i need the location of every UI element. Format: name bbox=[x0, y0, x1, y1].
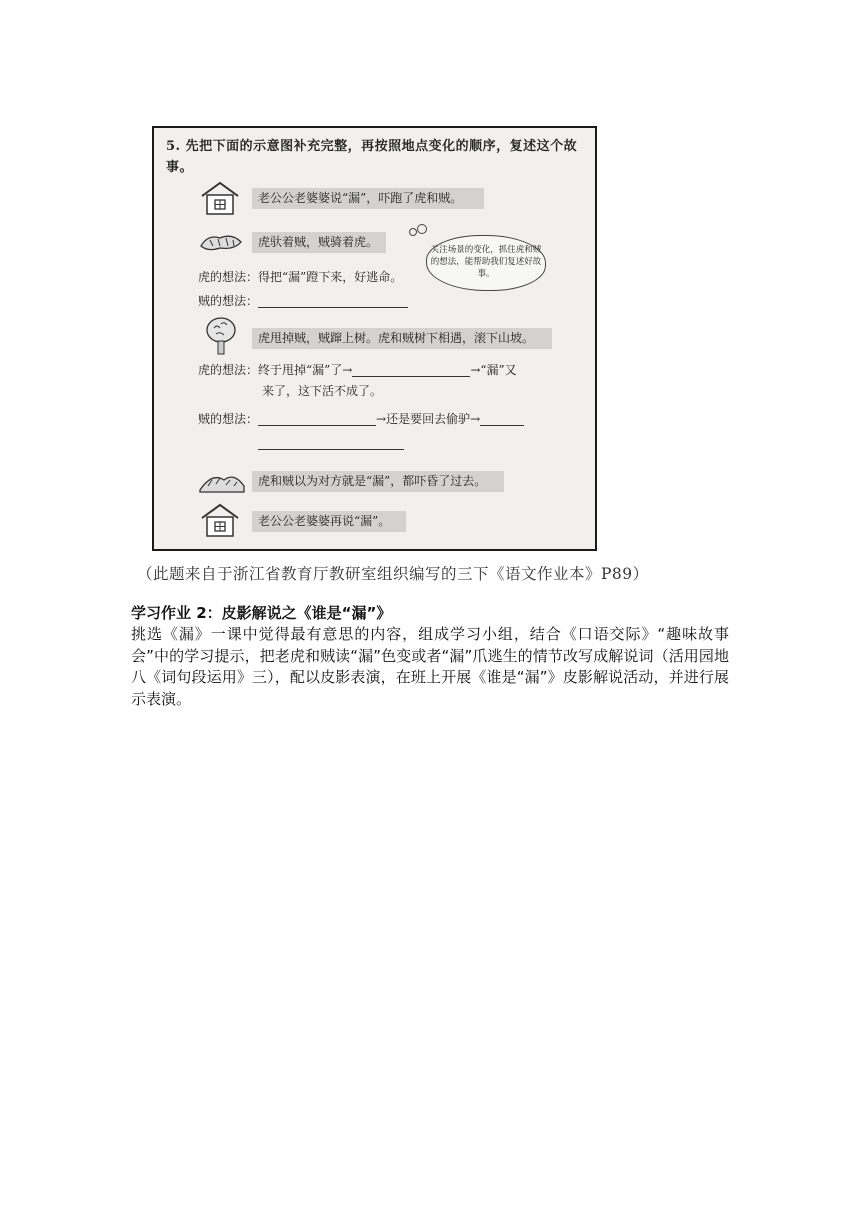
scene-row-3: 虎甩掉贼，贼蹿上树。虎和贼树下相遇，滚下山坡。 bbox=[252, 328, 552, 349]
thief-thought-label: 贼的想法： bbox=[198, 292, 408, 310]
house-icon bbox=[198, 502, 242, 538]
source-caption: （此题来自于浙江省教育厅教研室组织编写的三下《语文作业本》P89） bbox=[137, 565, 649, 583]
thought-bubble-dot bbox=[409, 228, 417, 236]
worksheet-scan-image bbox=[152, 126, 597, 551]
tiger-thought-2-cont: 来了，这下活不成了。 bbox=[262, 384, 383, 398]
scene-row-4: 虎和贼以为对方就是“漏”，都吓昏了过去。 bbox=[252, 471, 504, 492]
scene-row-5: 老公公老婆婆再说“漏”。 bbox=[252, 511, 406, 532]
tip-thought-cloud: 关注场景的变化，抓住虎和贼的想法，能帮助我们复述好故事。 bbox=[426, 235, 546, 291]
tiger-thought-1: 虎的想法：得把“漏”蹬下来，好逃命。 bbox=[198, 270, 403, 284]
assignment-paragraph: 挑选《漏》一课中觉得最有意思的内容，组成学习小组，结合《口语交际》“趣味故事会”中的学习提示，把老虎和贼读“漏”色变或者“漏”爪逃生的情节改写成解说词（活用园地八《词句段运用》三），配以皮影表演，在班上开展《谁是“漏”》皮影解说活动，并进行展示表演。 bbox=[131, 625, 729, 708]
question-title: 5. 先把下面的示意图补充完整，再按照地点变化的顺序，复述这个故事。 bbox=[166, 139, 578, 175]
scene-row-2: 虎驮着贼，贼骑着虎。 bbox=[252, 232, 386, 253]
thief-thought-2: 贼的想法： →还是要回去偷驴→ bbox=[198, 410, 524, 428]
tiger-thought-2: 虎的想法：终于甩掉“漏”了→ →“漏”又 bbox=[198, 363, 517, 377]
assignment-heading: 学习作业 2：皮影解说之《谁是“漏”》 bbox=[131, 604, 392, 622]
house-icon bbox=[198, 180, 242, 216]
tiger-icon bbox=[198, 228, 244, 254]
scene-row-1: 老公公老婆婆说“漏”，吓跑了虎和贼。 bbox=[252, 188, 484, 209]
tree-icon bbox=[204, 316, 238, 356]
thought-bubble-dot bbox=[417, 224, 427, 234]
thief-thought-2-line2 bbox=[258, 434, 404, 452]
slope-icon bbox=[198, 466, 246, 494]
